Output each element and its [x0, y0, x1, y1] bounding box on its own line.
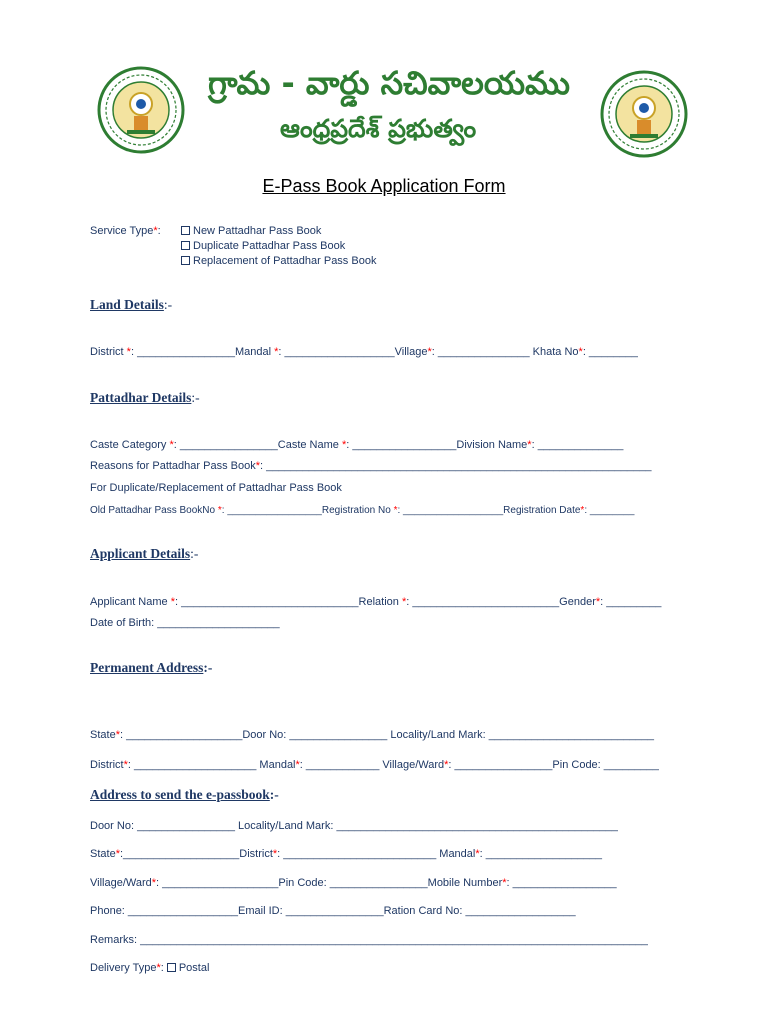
- reasons-row[interactable]: Reasons for Pattadhar Pass Book*: _______________________________________________________________: [90, 460, 652, 472]
- form-title: E-Pass Book Application Form: [262, 176, 506, 196]
- remarks-row[interactable]: Remarks: ___________________________________________________________________________________: [90, 934, 648, 946]
- send-state-row[interactable]: State*:___________________District*: _________________________ Mandal*: ___________________: [90, 848, 602, 860]
- send-village-row[interactable]: Village/Ward*: ___________________Pin Code: ________________Mobile Number*: _________________: [90, 877, 617, 889]
- dob-row[interactable]: Date of Birth: ____________________: [90, 617, 280, 629]
- checkbox-replacement-passbook[interactable]: [181, 256, 190, 265]
- ap-emblem-left: [97, 66, 185, 154]
- caste-row[interactable]: Caste Category *: ________________Caste Name *: _________________Division Name*: ______________: [90, 439, 624, 451]
- send-phone-row[interactable]: Phone: __________________Email ID: ________________Ration Card No: __________________: [90, 905, 576, 917]
- header-telugu-line2: ఆంధ్రప్రదేశ్ ప్రభుత్వం: [280, 114, 477, 143]
- service-option-new[interactable]: New Pattadhar Pass Book: [181, 225, 321, 237]
- permanent-district-row[interactable]: District*: ____________________ Mandal*: ____________ Village/Ward*: ________________Pin Code: _________: [90, 759, 659, 771]
- land-details-row[interactable]: District *: ________________Mandal *: __________________Village*: _______________ Khata No*: ________: [90, 346, 638, 358]
- duplicate-note: For Duplicate/Replacement of Pattadhar Pass Book: [90, 482, 342, 494]
- section-send-address: Address to send the e-passbook:-: [90, 787, 279, 802]
- service-option-duplicate[interactable]: Duplicate Pattadhar Pass Book: [181, 240, 345, 252]
- checkbox-duplicate-passbook[interactable]: [181, 241, 190, 250]
- old-passbook-row[interactable]: Old Pattadhar Pass BookNo *: _________________Registration No *: __________________Registration Date*: ________: [90, 505, 635, 516]
- section-land-details: Land Details:-: [90, 297, 173, 312]
- ap-emblem-right: [600, 70, 688, 158]
- send-door-row[interactable]: Door No: ________________ Locality/Land Mark: ______________________________________________: [90, 820, 618, 832]
- checkbox-postal[interactable]: [167, 963, 176, 972]
- applicant-row[interactable]: Applicant Name *: _____________________________Relation *: ________________________Gender*: _________: [90, 596, 662, 608]
- service-option-replacement[interactable]: Replacement of Pattadhar Pass Book: [181, 255, 376, 267]
- section-pattadhar-details: Pattadhar Details:-: [90, 390, 200, 405]
- section-permanent-address: Permanent Address:-: [90, 660, 213, 675]
- section-applicant-details: Applicant Details:-: [90, 546, 199, 561]
- header-telugu-line1: గ్రామ - వార్డు సచివాలయము: [208, 64, 570, 102]
- service-type-label: Service Type*:: [90, 225, 161, 237]
- permanent-state-row[interactable]: State*: ___________________Door No: ________________ Locality/Land Mark: ___________________________: [90, 729, 654, 741]
- checkbox-new-passbook[interactable]: [181, 226, 190, 235]
- delivery-type-row[interactable]: Delivery Type*: Postal: [90, 962, 210, 974]
